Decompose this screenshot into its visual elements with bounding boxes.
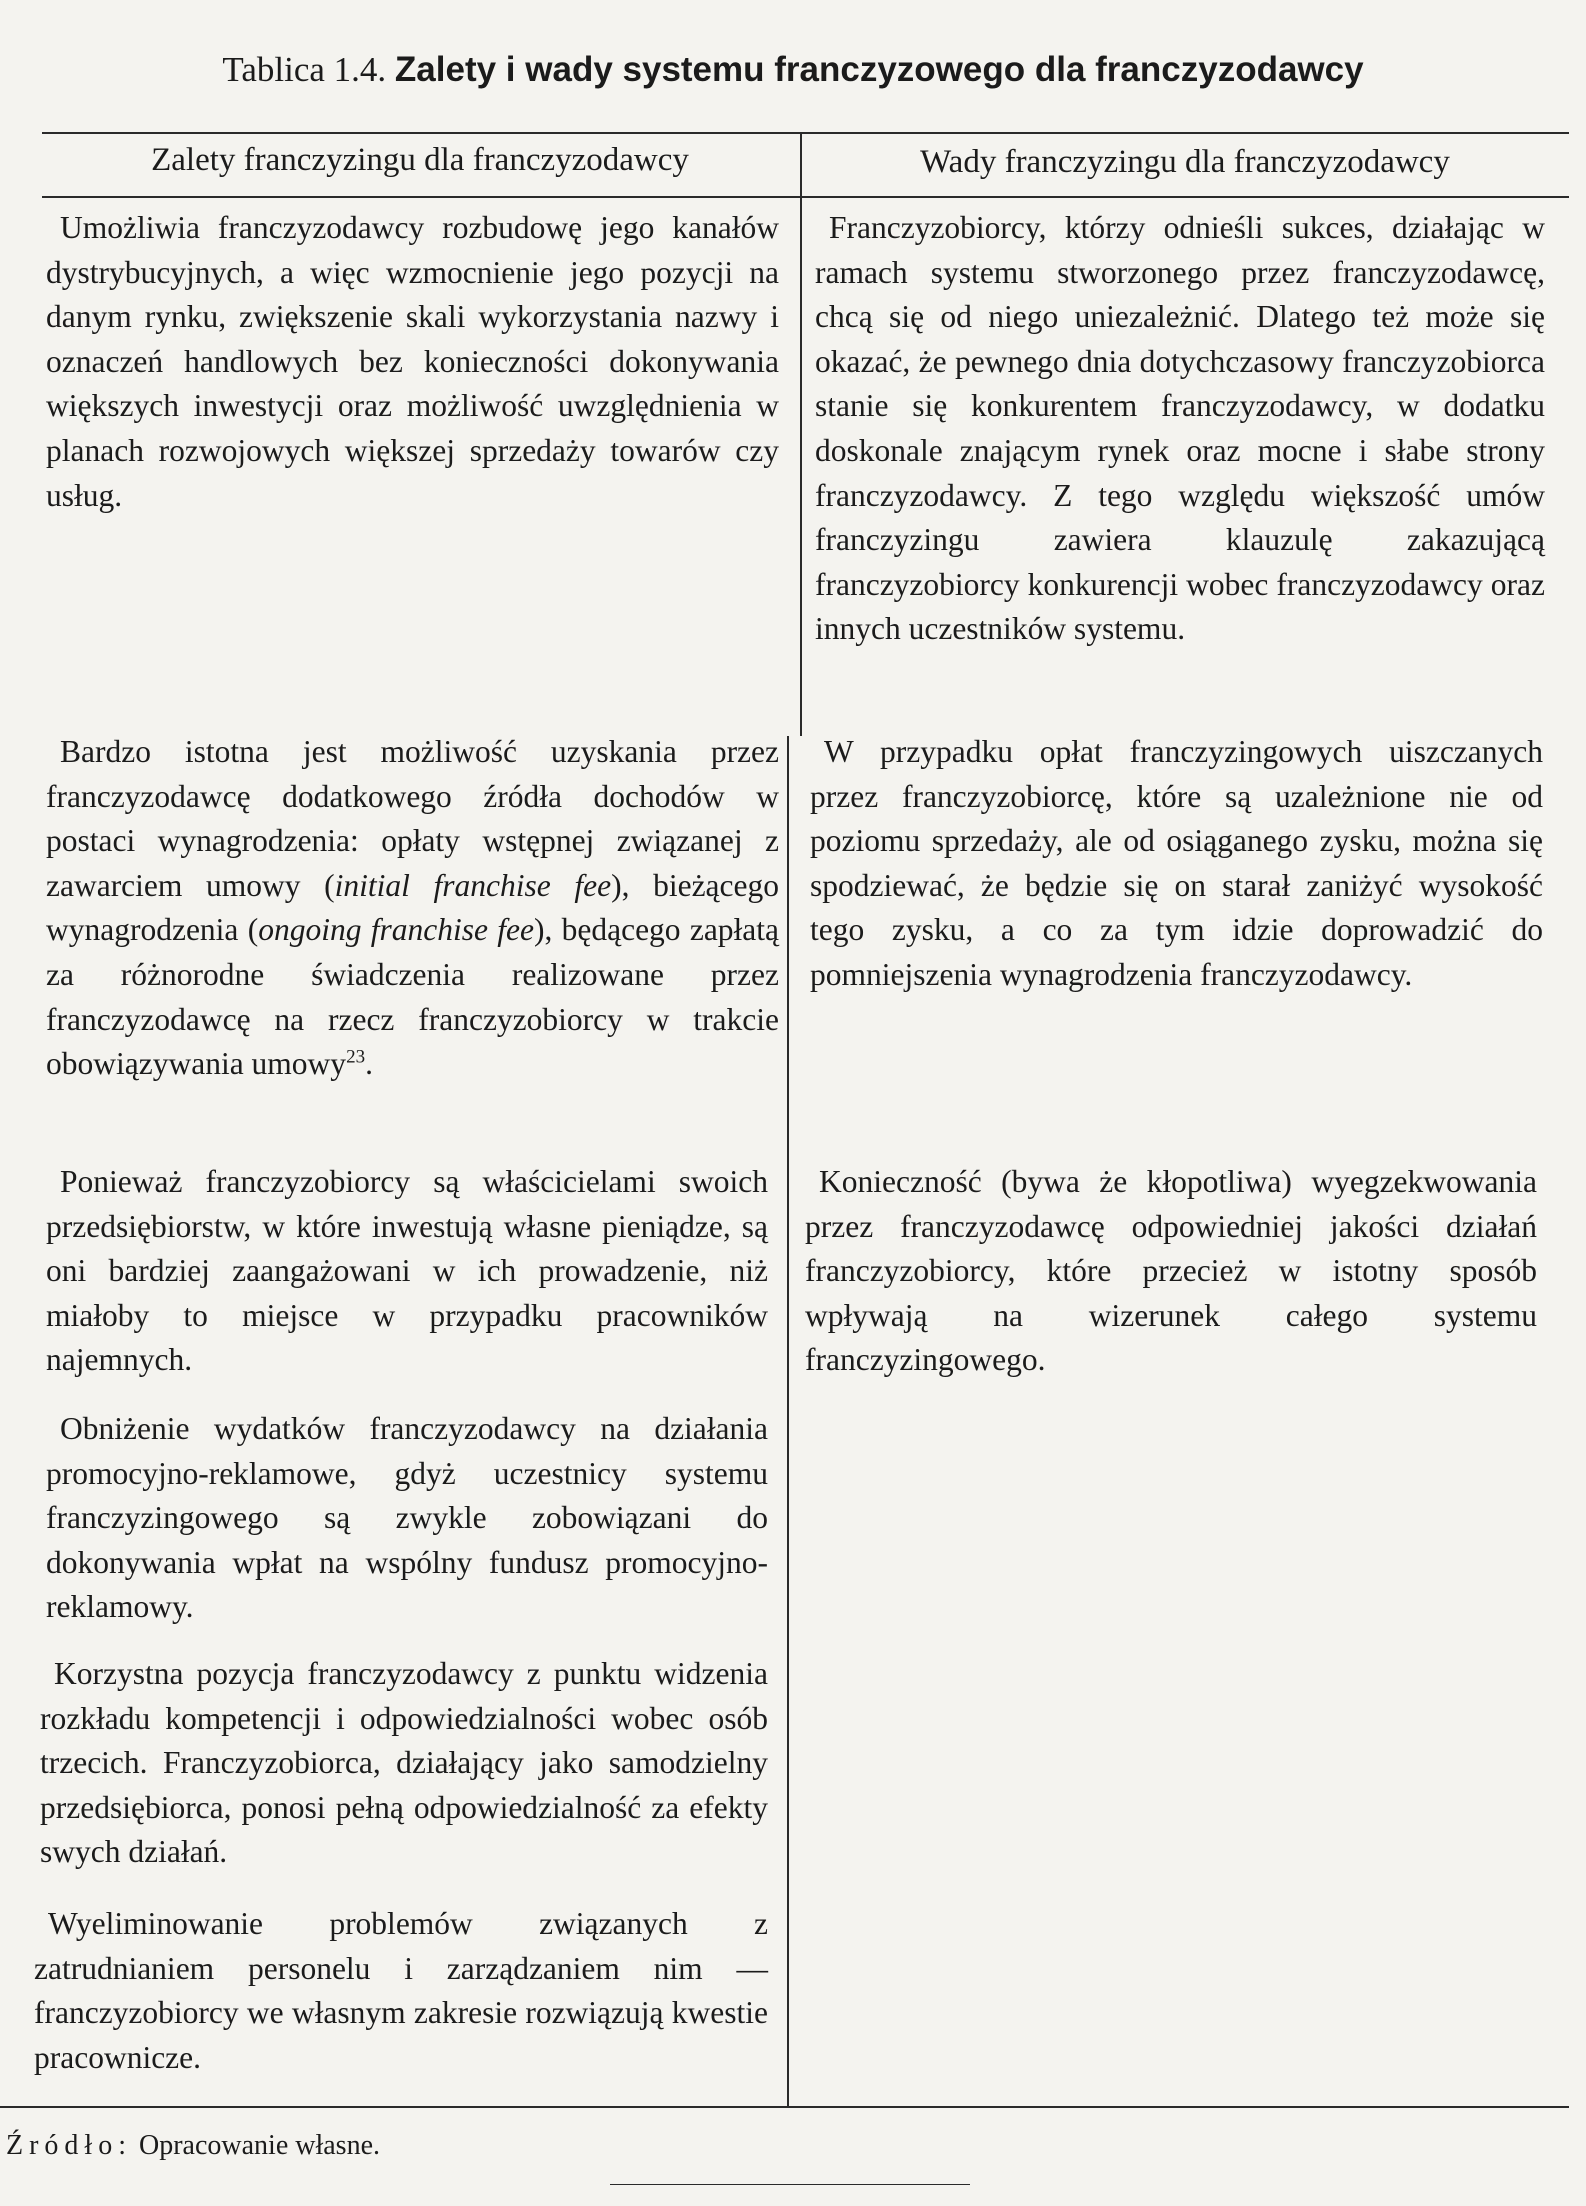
advantage-2-part-a: Bardzo istotna jest możliwość uzyskania przez franczyzodawcę dodatkowego źródła dochodów w postaci wynagrodzenia: opłaty wstępnej związanej z zawarciem umowy (	[46, 734, 779, 903]
advantage-2-part-c: ), będącego zapłatą za różnorodne świadczenia realizowane przez franczyzodawcę na rzecz franczyzobiorcy w trakcie obowiązywania umowy	[46, 912, 780, 1082]
source-label: Źródło:	[6, 2130, 132, 2161]
footnote-ref: 23	[346, 1046, 366, 1068]
advantage-5: Korzystna pozycja franczyzodawcy z punktu widzenia rozkładu kompetencji i odpowiedzialności wobec osób trzecich. Franczyzobiorca, działający jako samodzielny przedsiębiorca, ponosi pełną odpowiedzialność za efekty swych działań.	[40, 1656, 768, 1870]
advantage-2	[46, 730, 779, 1087]
disadvantage-3: Konieczność (bywa że kłopotliwa) wyegzekwowania przez franczyzodawcę odpowiedniej jakości działań franczyzobiorcy, które przecież w istotny sposób wpływają na wizerunek całego systemu franczyzingowego.	[805, 1164, 1537, 1378]
advantage-2-term-initial-fee: initial franchise fee	[334, 867, 612, 903]
table-source	[6, 2128, 380, 2164]
advantage-6: Wyeliminowanie problemów związanych z zatrudnianiem personelu i zarządzaniem nim — franczyzobiorcy we własnym zakresie rozwiązują kwestie pracownicze.	[34, 1906, 768, 2075]
disadvantage-2: W przypadku opłat franczyzingowych uiszczanych przez franczyzobiorcę, które są uzależnione nie od poziomu sprzedaży, ale od osiąganego zysku, można się spodziewać, że będzie się on starał zaniżyć wysokość tego zysku, a co za tym idzie doprowadzić do pomniejszenia wynagrodzenia franczyzodawcy.	[810, 734, 1543, 992]
advantage-2-part-b: ), bieżącego wynagrodzenia (	[46, 867, 779, 948]
header-disadvantages: Wady franczyzingu dla franczyzodawcy	[920, 144, 1450, 180]
table-number: Tablica 1.4.	[222, 50, 387, 89]
disadvantage-1: Franczyzobiorcy, którzy odnieśli sukces, działając w ramach systemu stworzonego przez franczyzodawcę, chcą się od niego uniezależnić. Dlatego też może się okazać, że pewnego dnia dotychczasowy franczyzobiorca stanie się konkurentem franczyzodawcy, w dodatku doskonale znającym rynek oraz mocne i słabe strony franczyzodawcy. Z tego względu większość umów franczyzingu zawiera klauzulę zakazującą franczyzobiorcy konkurencji wobec franczyzodawcy oraz innych uczestników systemu.	[815, 210, 1545, 647]
advantage-3: Ponieważ franczyzobiorcy są właścicielami swoich przedsiębiorstw, w które inwestują własne pieniądze, są oni bardziej zaangażowani w ich prowadzenie, niż miałoby to miejsce w przypadku pracowników najemnych.	[46, 1164, 768, 1378]
footnote-rule	[610, 2184, 970, 2185]
bottom-rule	[0, 2106, 1569, 2108]
header-advantages: Zalety franczyzingu dla franczyzodawcy	[151, 142, 689, 178]
advantage-2-term-ongoing-fee: ongoing franchise fee	[258, 912, 534, 948]
header-rule	[42, 196, 1569, 198]
advantage-4: Obniżenie wydatków franczyzodawcy na działania promocyjno-reklamowe, gdyż uczestnicy systemu franczyzingowego są zwykle zobowiązani do dokonywania wpłat na wspólny fundusz promocyjno-reklamowy.	[46, 1411, 768, 1625]
column-divider	[800, 132, 802, 736]
advantage-1: Umożliwia franczyzodawcy rozbudowę jego kanałów dystrybucyjnych, a więc wzmocnienie jego pozycji na danym rynku, zwiększenie skali wykorzystania nazwy i oznaczeń handlowych bez konieczności dokonywania większych inwestycji oraz możliwość uwzględnienia w planach rozwojowych większej sprzedaży towarów czy usług.	[46, 210, 779, 513]
top-rule	[42, 132, 1569, 134]
advantage-2-part-d: .	[365, 1046, 373, 1082]
column-divider-lower	[787, 736, 789, 2106]
table-title: Zalety i wady systemu franczyzowego dla franczyzodawcy	[394, 50, 1364, 89]
source-text: Opracowanie własne.	[139, 2130, 381, 2161]
table-caption	[0, 48, 1586, 92]
